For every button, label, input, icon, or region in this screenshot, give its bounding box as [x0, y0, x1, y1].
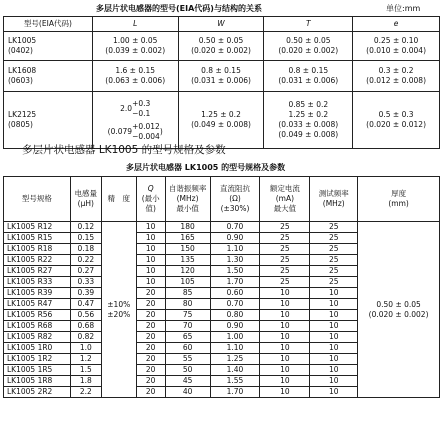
header-dcr: 直流阻抗 (Ω) (±30%)	[210, 177, 260, 222]
inductance-cell: 0.39	[70, 288, 101, 299]
l-cell: 1.00 ± 0.05 (0.039 ± 0.002)	[92, 32, 178, 61]
header-model: 型号规格	[4, 177, 71, 222]
model-cell: LK1005 1R2	[4, 354, 71, 365]
srf-cell: 60	[165, 343, 210, 354]
header-current: 额定电流 (mA) 最大值	[260, 177, 310, 222]
w-cell: 0.8 ± 0.15 (0.031 ± 0.006)	[178, 61, 264, 92]
q-cell: 20	[136, 343, 165, 354]
current-cell: 25	[260, 277, 310, 288]
spec-table	[3, 176, 440, 398]
spec-table-header	[4, 177, 440, 222]
e-cell: 0.25 ± 0.10 (0.010 ± 0.004)	[353, 32, 440, 61]
dcr-cell: 0.70	[210, 222, 260, 233]
test-freq-cell: 25	[310, 255, 358, 266]
current-cell: 10	[260, 376, 310, 387]
srf-cell: 180	[165, 222, 210, 233]
model-cell: LK1005 R18	[4, 244, 71, 255]
header-model: 型号(EIA代码)	[4, 17, 93, 32]
model-cell: LK1005 (0402)	[4, 32, 93, 61]
accuracy-cell: ±10% ±20%	[101, 222, 136, 398]
unit-label: 单位:mm	[386, 4, 421, 13]
w-cell: 0.50 ± 0.05 (0.020 ± 0.002)	[178, 32, 264, 61]
model-cell: LK1005 R33	[4, 277, 71, 288]
srf-cell: 135	[165, 255, 210, 266]
current-cell: 25	[260, 266, 310, 277]
model-cell: LK1005 R15	[4, 233, 71, 244]
dimension-table	[3, 16, 440, 149]
srf-cell: 80	[165, 299, 210, 310]
dcr-cell: 0.90	[210, 321, 260, 332]
q-cell: 20	[136, 321, 165, 332]
inductance-cell: 1.0	[70, 343, 101, 354]
model-cell: LK1005 R47	[4, 299, 71, 310]
current-cell: 10	[260, 365, 310, 376]
dcr-cell: 1.00	[210, 332, 260, 343]
inductance-cell: 0.56	[70, 310, 101, 321]
dcr-cell: 0.70	[210, 299, 260, 310]
table-row	[4, 222, 440, 233]
current-cell: 10	[260, 354, 310, 365]
current-cell: 10	[260, 310, 310, 321]
dcr-cell: 0.60	[210, 288, 260, 299]
dcr-cell: 0.90	[210, 233, 260, 244]
inductance-cell: 0.18	[70, 244, 101, 255]
q-cell: 20	[136, 288, 165, 299]
q-cell: 20	[136, 365, 165, 376]
l-cell: 1.6 ± 0.15 (0.063 ± 0.006)	[92, 61, 178, 92]
dcr-cell: 1.70	[210, 387, 260, 398]
srf-cell: 55	[165, 354, 210, 365]
inductance-cell: 0.47	[70, 299, 101, 310]
header-thickness: 厚度 (mm)	[358, 177, 440, 222]
q-cell: 20	[136, 332, 165, 343]
w-cell: 1.25 ± 0.2 (0.049 ± 0.008)	[178, 92, 264, 149]
table-row	[4, 92, 440, 149]
inductance-cell: 0.33	[70, 277, 101, 288]
srf-cell: 70	[165, 321, 210, 332]
srf-cell: 75	[165, 310, 210, 321]
q-cell: 10	[136, 244, 165, 255]
inductance-cell: 0.15	[70, 233, 101, 244]
header-accuracy: 精 度	[101, 177, 136, 222]
current-cell: 25	[260, 244, 310, 255]
test-freq-cell: 10	[310, 376, 358, 387]
dcr-cell: 1.55	[210, 376, 260, 387]
srf-cell: 105	[165, 277, 210, 288]
test-freq-cell: 10	[310, 332, 358, 343]
model-cell: LK2125 (0805)	[4, 92, 93, 149]
srf-cell: 40	[165, 387, 210, 398]
spec-table-body	[4, 222, 440, 398]
model-cell: LK1005 R68	[4, 321, 71, 332]
dcr-cell: 1.70	[210, 277, 260, 288]
header-inductance: 电感量 (μH)	[70, 177, 101, 222]
table2-title: 多层片状电感器 LK1005 的型号规格及参数	[126, 163, 286, 172]
q-cell: 10	[136, 266, 165, 277]
test-freq-cell: 25	[310, 277, 358, 288]
model-cell: LK1608 (0603)	[4, 61, 93, 92]
dcr-cell: 1.50	[210, 266, 260, 277]
current-cell: 10	[260, 299, 310, 310]
test-freq-cell: 25	[310, 233, 358, 244]
current-cell: 10	[260, 343, 310, 354]
inductance-cell: 0.12	[70, 222, 101, 233]
test-freq-cell: 10	[310, 343, 358, 354]
model-cell: LK1005 R22	[4, 255, 71, 266]
q-cell: 20	[136, 299, 165, 310]
q-cell: 10	[136, 222, 165, 233]
model-cell: LK1005 R12	[4, 222, 71, 233]
q-cell: 20	[136, 354, 165, 365]
model-cell: LK1005 R27	[4, 266, 71, 277]
q-cell: 10	[136, 233, 165, 244]
thickness-cell: 0.50 ± 0.05 (0.020 ± 0.002)	[358, 222, 440, 398]
model-cell: LK1005 R82	[4, 332, 71, 343]
inductance-cell: 1.2	[70, 354, 101, 365]
model-cell: LK1005 R39	[4, 288, 71, 299]
model-cell: LK1005 1R5	[4, 365, 71, 376]
table-row	[4, 32, 440, 61]
t-cell: 0.50 ± 0.05 (0.020 ± 0.002)	[264, 32, 353, 61]
l-cell: 2.0+0.3 −0.1 (0.079+0.012 −0.004)	[92, 92, 178, 149]
test-freq-cell: 10	[310, 365, 358, 376]
q-cell: 10	[136, 255, 165, 266]
section-title: 多层片状电感器 LK1005 的型号规格及参数	[22, 144, 226, 156]
dcr-cell: 1.25	[210, 354, 260, 365]
q-cell: 20	[136, 376, 165, 387]
header-w: W	[178, 17, 264, 32]
current-cell: 25	[260, 233, 310, 244]
test-freq-cell: 25	[310, 266, 358, 277]
srf-cell: 85	[165, 288, 210, 299]
header-q: Q (最小值)	[136, 177, 165, 222]
e-cell: 0.5 ± 0.3 (0.020 ± 0.012)	[353, 92, 440, 149]
header-l: L	[92, 17, 178, 32]
q-cell: 20	[136, 387, 165, 398]
dcr-cell: 1.30	[210, 255, 260, 266]
inductance-cell: 0.82	[70, 332, 101, 343]
test-freq-cell: 25	[310, 244, 358, 255]
header-t: T	[264, 17, 353, 32]
inductance-cell: 0.68	[70, 321, 101, 332]
q-cell: 10	[136, 277, 165, 288]
test-freq-cell: 25	[310, 222, 358, 233]
inductance-cell: 1.5	[70, 365, 101, 376]
current-cell: 10	[260, 332, 310, 343]
header-srf: 自谐振频率 (MHz) 最小值	[165, 177, 210, 222]
test-freq-cell: 10	[310, 288, 358, 299]
inductance-cell: 0.27	[70, 266, 101, 277]
inductance-cell: 0.22	[70, 255, 101, 266]
current-cell: 10	[260, 321, 310, 332]
test-freq-cell: 10	[310, 310, 358, 321]
test-freq-cell: 10	[310, 354, 358, 365]
q-cell: 20	[136, 310, 165, 321]
dimension-table-header	[4, 17, 440, 32]
table-row	[4, 61, 440, 92]
model-cell: LK1005 1R0	[4, 343, 71, 354]
dcr-cell: 1.10	[210, 244, 260, 255]
inductance-cell: 2.2	[70, 387, 101, 398]
srf-cell: 120	[165, 266, 210, 277]
dcr-cell: 1.10	[210, 343, 260, 354]
dcr-cell: 1.40	[210, 365, 260, 376]
srf-cell: 65	[165, 332, 210, 343]
model-cell: LK1005 2R2	[4, 387, 71, 398]
srf-cell: 165	[165, 233, 210, 244]
dcr-cell: 0.80	[210, 310, 260, 321]
current-cell: 10	[260, 288, 310, 299]
header-e: e	[353, 17, 440, 32]
srf-cell: 45	[165, 376, 210, 387]
test-freq-cell: 10	[310, 299, 358, 310]
table1-title: 多层片状电感器的型号(EIA代码)与结构的关系	[96, 4, 262, 13]
test-freq-cell: 10	[310, 321, 358, 332]
model-cell: LK1005 R56	[4, 310, 71, 321]
inductance-cell: 1.8	[70, 376, 101, 387]
e-cell: 0.3 ± 0.2 (0.012 ± 0.008)	[353, 61, 440, 92]
srf-cell: 50	[165, 365, 210, 376]
header-test-freq: 测试频率 (MHz)	[310, 177, 358, 222]
test-freq-cell: 10	[310, 387, 358, 398]
srf-cell: 150	[165, 244, 210, 255]
t-cell: 0.85 ± 0.2 1.25 ± 0.2 (0.033 ± 0.008) (0.049 ± 0.008)	[264, 92, 353, 149]
current-cell: 25	[260, 255, 310, 266]
t-cell: 0.8 ± 0.15 (0.031 ± 0.006)	[264, 61, 353, 92]
current-cell: 25	[260, 222, 310, 233]
model-cell: LK1005 1R8	[4, 376, 71, 387]
current-cell: 10	[260, 387, 310, 398]
